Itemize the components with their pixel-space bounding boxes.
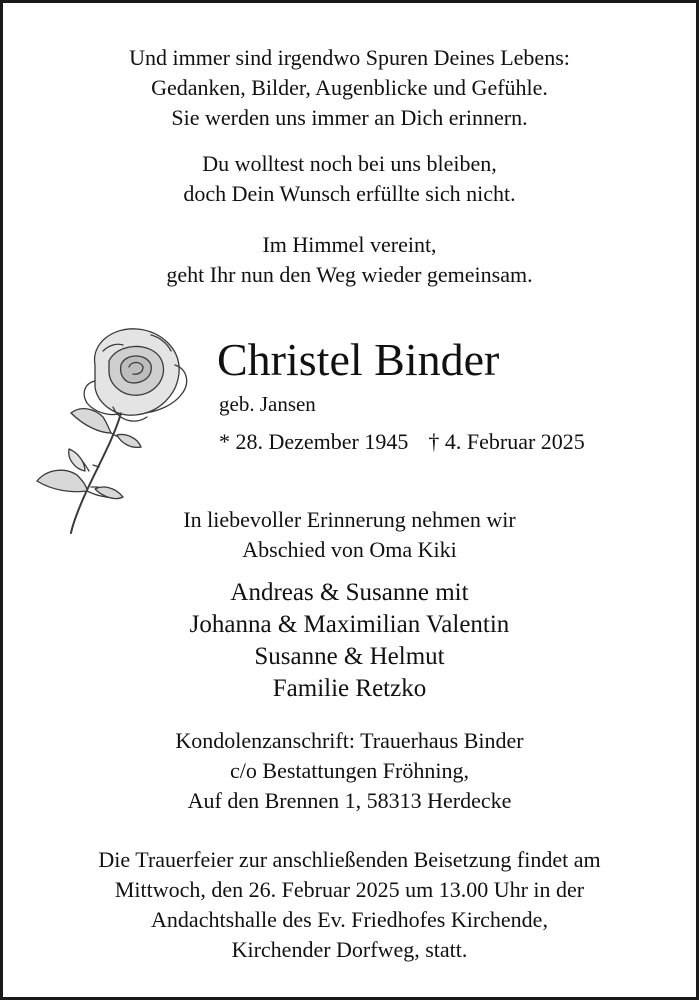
maiden-name: geb. Jansen	[219, 392, 316, 416]
deceased-name: Christel Binder	[217, 334, 500, 385]
farewell-line: Abschied von Oma Kiki	[242, 537, 457, 562]
verse-line: Gedanken, Bilder, Augenblicke und Gefühle.	[151, 75, 548, 100]
verse-line: Du wolltest noch bei uns bleiben,	[202, 151, 497, 176]
family-signatures	[3, 577, 696, 705]
funeral-line: Mittwoch, den 26. Februar 2025 um 13.00 Uhr in der	[114, 877, 585, 902]
birth-date: * 28. Dezember 1945	[219, 429, 409, 454]
verse-line: Und immer sind irgendwo Spuren Deines Lebens:	[129, 45, 570, 70]
verse-line: geht Ihr nun den Weg wieder gemeinsam.	[166, 262, 533, 287]
funeral-line: Die Trauerfeier zur anschließenden Beisetzung findet am	[98, 847, 601, 872]
rose-icon	[25, 321, 205, 536]
condolence-address	[3, 726, 696, 816]
family-line: Susanne & Helmut	[254, 643, 445, 670]
verse-line: Sie werden uns immer an Dich erinnern.	[171, 105, 528, 130]
address-line: Auf den Brennen 1, 58313 Herdecke	[187, 788, 512, 813]
family-line: Familie Retzko	[272, 675, 427, 702]
address-line: c/o Bestattungen Fröhning,	[230, 758, 469, 783]
verse-line: Im Himmel vereint,	[262, 232, 437, 257]
family-line: Andreas & Susanne mit	[230, 579, 469, 606]
verse-stanza-3	[3, 230, 696, 290]
address-line: Kondolenzanschrift: Trauerhaus Binder	[175, 728, 524, 753]
verse-line: doch Dein Wunsch erfüllte sich nicht.	[183, 181, 516, 206]
life-dates	[219, 428, 585, 456]
farewell-text	[3, 505, 696, 565]
funeral-line: Kirchender Dorfweg, statt.	[231, 937, 468, 962]
verse-stanza-1	[3, 43, 696, 133]
death-date: † 4. Februar 2025	[428, 429, 585, 454]
verse-stanza-2	[3, 149, 696, 209]
funeral-notice	[3, 845, 696, 965]
farewell-line: In liebevoller Erinnerung nehmen wir	[183, 507, 516, 532]
funeral-line: Andachtshalle des Ev. Friedhofes Kirchende,	[151, 907, 548, 932]
family-line: Johanna & Maximilian Valentin	[189, 611, 510, 638]
